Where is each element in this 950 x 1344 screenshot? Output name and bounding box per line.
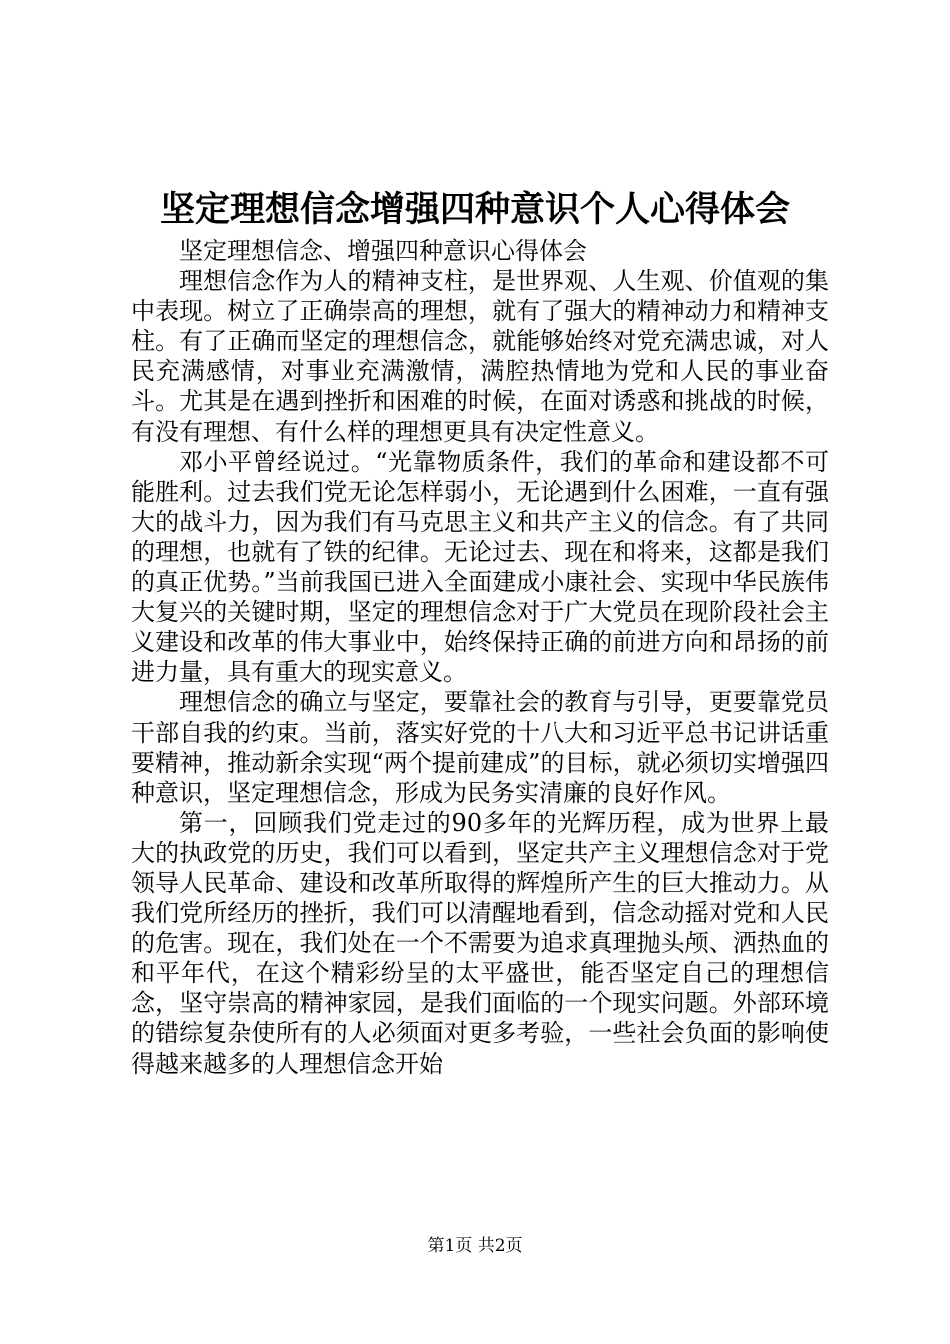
page-footer: 第1页 共2页 — [427, 1236, 523, 1256]
paragraph: 理想信念作为人的精神支柱，是世界观、人生观、价值观的集中表现。树立了正确崇高的理想，就有了强大的精神动力和精神支柱。有了正确而坚定的理想信念，就能够始终对党充满忠诚，对人民充满感情，对事业充满激情，满腔热情地为党和人民的事业奋斗。尤其是在遇到挫折和困难的时候，在面对诱惑和挑战的时候，有没有理想、有什么样的理想更具有决定性意义。 — [131, 267, 829, 446]
paragraph: 邓小平曾经说过。“光靠物质条件，我们的革命和建设都不可能胜利。过去我们党无论怎样弱小，无论遇到什么困难，一直有强大的战斗力，因为我们有马克思主义和共产主义的信念。有了共同的理想，也就有了铁的纪律。无论过去、现在和将来，这都是我们的真正优势。”当前我国已进入全面建成小康社会、实现中华民族伟大复兴的关键时期，坚定的理想信念对于广大党员在现阶段社会主义建设和改革的伟大事业中，始终保持正确的前进方向和昂扬的前进力量，具有重大的现实意义。 — [131, 447, 829, 687]
document-title: 坚定理想信念增强四种意识个人心得体会 — [159, 189, 790, 230]
paragraph: 第一，回顾我们党走过的90多年的光辉历程，成为世界上最大的执政党的历史，我们可以看到，坚定共产主义理想信念对于党领导人民革命、建设和改革所取得的辉煌所产生的巨大推动力。从我们党所经历的挫折，我们可以清醒地看到，信念动摇对党和人民的危害。现在，我们处在一个不需要为追求真理抛头颅、洒热血的和平年代，在这个精彩纷呈的太平盛世，能否坚定自己的理想信念，坚守崇高的精神家园，是我们面临的一个现实问题。外部环境的错综复杂使所有的人必须面对更多考验，一些社会负面的影响使得越来越多的人理想信念开始 — [131, 808, 829, 1078]
paragraph-subtitle: 坚定理想信念、增强四种意识心得体会 — [179, 237, 587, 265]
paragraph: 理想信念的确立与坚定，要靠社会的教育与引导，更要靠党员干部自我的约束。当前，落实好党的十八大和习近平总书记讲话重要精神，推动新余实现“两个提前建成”的目标，就必须切实增强四种意识，坚定理想信念，形成为民务实清廉的良好作风。 — [131, 688, 829, 807]
document-body — [131, 236, 829, 1079]
